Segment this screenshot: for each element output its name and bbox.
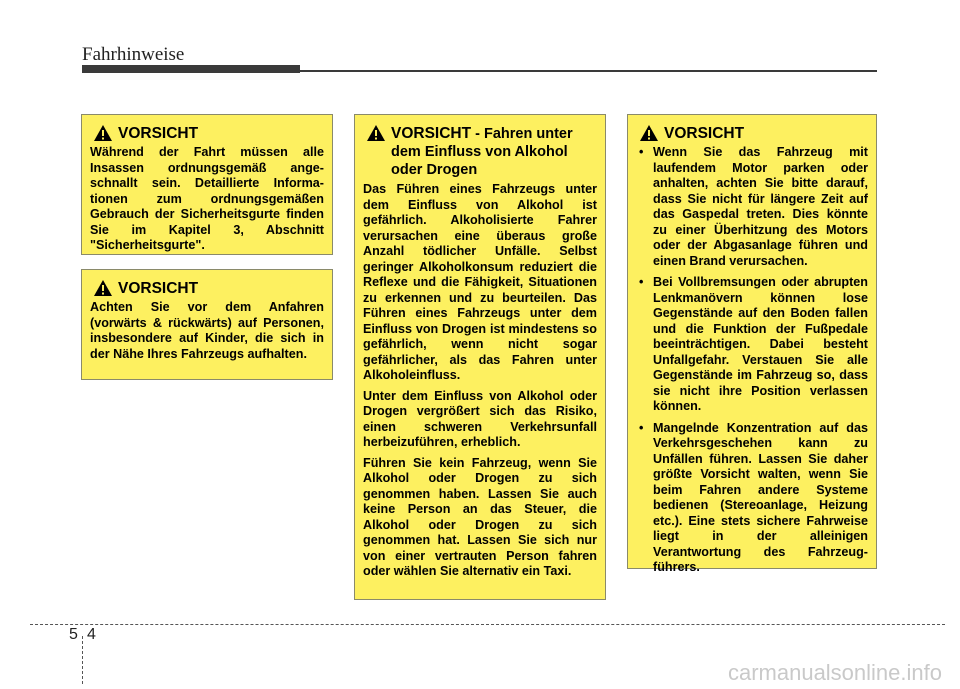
- warning-title-label: VORSICHT: [391, 125, 472, 142]
- page-header-title: Fahrhinweise: [82, 44, 185, 65]
- header-rule-thick: [82, 65, 300, 73]
- header-rule-thin: [300, 70, 877, 72]
- warning-box-alcohol-drugs: [354, 114, 606, 600]
- warning-paragraph: Das Führen eines Fahrzeugs unter dem Einfluss von Alkohol ist gefährlich. Alkoholisierte Fahrer verursachen eine überaus große Anzahl tödlicher Unfälle. Selbst geringer Alkoholkonsum reduziert die Reflexe und die Fähigkeit, Situationen zu erkennen und zu beurteilen. Das Führen eines Fahrzeugs unter dem Einfluss von Drogen ist mindestens so gefährlich, wenn nicht sogar gefährlicher, als das Fahren unter Alkoholeinfluss.: [363, 182, 597, 382]
- warning-text: Während der Fahrt müssen alle Insassen ordnungsgemäß angeschnallt sein. Detaillierte Informationen zum ordnungsgemäßen Gebrauch der Sicherheitsgurte finden Sie im Kapitel 3, Abschnitt "Sicherheitsgurte".: [90, 145, 324, 252]
- warning-text: Achten Sie vor dem Anfahren (vorwärts & rückwärts) auf Personen, insbesondere auf Kinder, die sich in der Nähe Ihres Fahrzeugs aufhalten.: [90, 300, 324, 361]
- warning-paragraph: Unter dem Einfluss von Alkohol oder Drogen vergrößert sich das Risiko, einen schweren Verkehrsunfall herbeizuführen, erheblich.: [363, 388, 597, 449]
- page-number: 4: [87, 626, 96, 643]
- warning-box-seatbelts: [81, 114, 333, 255]
- list-item: • Wenn Sie das Fahrzeug mit laufendem Motor parken oder anhalten, achten Sie bitte darauf, dass Sie nicht für längere Zeit auf das Gaspedal treten. Dies könnte zu einer Überhitzung des Motors oder der Abgasanlage führen und einen Brand verursachen.: [636, 145, 868, 269]
- warning-box-pedestrians: [81, 269, 333, 380]
- warning-box-title: VORSICHT: [636, 125, 868, 142]
- warning-triangle-icon: [93, 279, 113, 297]
- warning-bullet-list: [636, 145, 868, 576]
- list-item: • Mangelnde Konzentration auf das Verkehrsgeschehen kann zu Unfällen führen. Lassen Sie daher größte Vorsicht walten, wenn Sie beim Fahren andere Systeme bedienen (Stereoanlage, Heizung etc.). Eine stets sichere Fahrweise liegt in der alleinigen Verantwortung des Fahrzeugführers.: [636, 421, 868, 576]
- watermark: carmanualsonline.info: [727, 660, 942, 685]
- footer-rule: [30, 624, 945, 625]
- warning-triangle-icon: [93, 124, 113, 142]
- warning-box-title: VORSICHT: [90, 280, 324, 297]
- warning-paragraph: Führen Sie kein Fahrzeug, wenn Sie Alkohol oder Drogen zu sich genommen haben. Lassen Sie auch keine Person an das Steuer, die Alkohol oder Drogen zu sich genommen hat. Lassen Sie sich nur von einer vertrauten Person fahren oder wählen Sie alternativ ein Taxi.: [363, 455, 597, 578]
- footer-divider: [82, 636, 83, 684]
- warning-box-title: [363, 125, 597, 179]
- warning-title-subtitle: - Fahren unter dem Einfluss von Alkohol oder Drogen: [391, 126, 573, 178]
- list-item: • Bei Vollbremsungen oder abrupten Lenkmanövern können lose Gegenstände auf den Boden fallen und die Funktion der Fußpedale beeinträchtigen. Dabei besteht Unfallgefahr. Verstauen Sie alle Gegenstände im Fahrzeug so, dass sie nicht ihre Position verlassen können.: [636, 275, 868, 415]
- warning-box-driving-safety: [627, 114, 877, 574]
- warning-triangle-icon: [639, 124, 659, 142]
- chapter-number: 5: [69, 626, 78, 643]
- warning-box-title: VORSICHT: [90, 125, 324, 142]
- warning-triangle-icon: [366, 124, 386, 142]
